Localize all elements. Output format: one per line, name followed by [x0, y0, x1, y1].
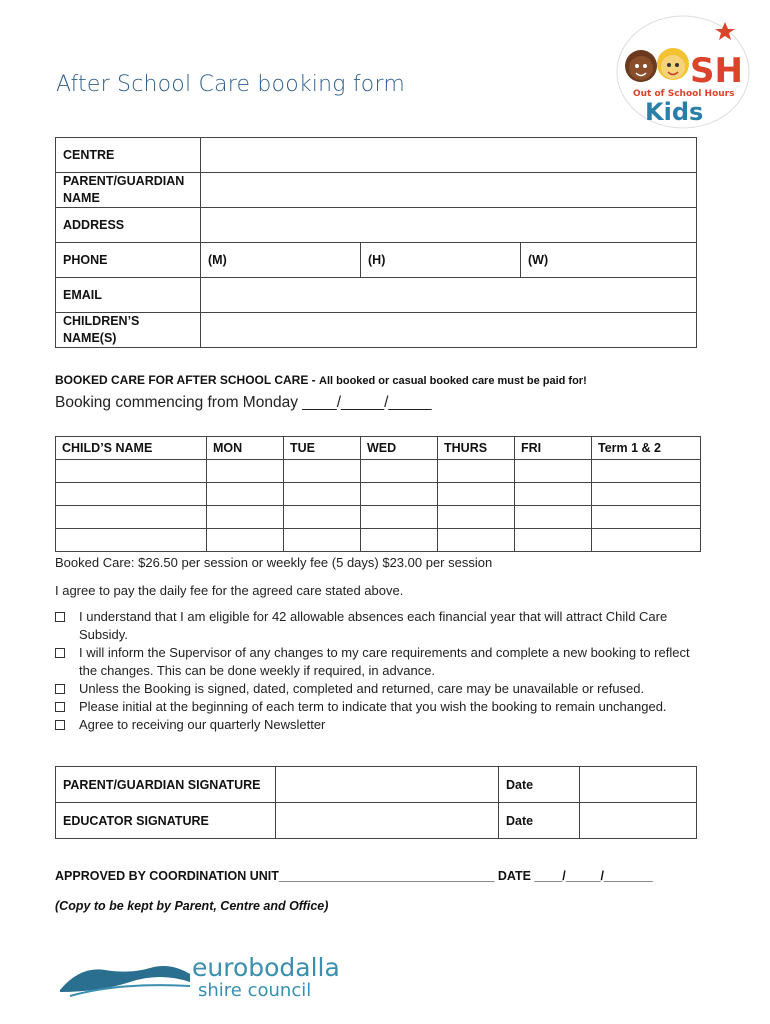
care-cell[interactable]	[361, 506, 438, 529]
col-header-term: Term 1 & 2	[592, 437, 701, 460]
council-name-line1: eurobodalla	[192, 953, 340, 982]
educator-signature-row	[56, 803, 697, 839]
care-cell[interactable]	[515, 529, 592, 552]
approval-line: APPROVED BY COORDINATION UNIT_______________________________ DATE ____/_____/_______	[55, 869, 653, 883]
copy-note: (Copy to be kept by Parent, Centre and Office)	[55, 899, 329, 913]
logo-kids-text: Kids	[645, 98, 704, 126]
care-row	[56, 529, 701, 552]
care-cell[interactable]	[515, 483, 592, 506]
care-row	[56, 483, 701, 506]
care-cell[interactable]	[56, 483, 207, 506]
care-row	[56, 460, 701, 483]
care-cell[interactable]	[438, 483, 515, 506]
term-item	[55, 680, 705, 698]
care-cell[interactable]	[361, 483, 438, 506]
care-cell[interactable]	[592, 529, 701, 552]
term-text: I will inform the Supervisor of any changes to my care requirements and complete a new booking to reflect the changes. This can be done weekly if required, in advance.	[79, 645, 690, 678]
parent-field[interactable]	[201, 173, 697, 208]
parent-signature-field[interactable]	[276, 767, 499, 803]
col-header-child: CHILD’S NAME	[56, 437, 207, 460]
care-cell[interactable]	[592, 506, 701, 529]
educator-signature-field[interactable]	[276, 803, 499, 839]
logo-sub-text: Out of School Hours	[633, 89, 735, 99]
care-cell[interactable]	[515, 506, 592, 529]
details-table	[55, 137, 697, 348]
care-cell[interactable]	[207, 529, 284, 552]
care-cell[interactable]	[207, 460, 284, 483]
care-cell[interactable]	[207, 483, 284, 506]
parent-label-line2: NAME	[63, 191, 100, 205]
care-cell[interactable]	[361, 460, 438, 483]
checkbox-icon[interactable]	[55, 612, 65, 622]
address-row	[56, 208, 697, 243]
children-label-line2: NAME(S)	[63, 331, 117, 345]
col-header-fri: FRI	[515, 437, 592, 460]
care-cell[interactable]	[56, 460, 207, 483]
care-cell[interactable]	[56, 529, 207, 552]
care-cell[interactable]	[284, 529, 361, 552]
care-cell[interactable]	[284, 460, 361, 483]
booked-dash: -	[308, 373, 320, 387]
col-header-wed: WED	[361, 437, 438, 460]
care-cell[interactable]	[56, 506, 207, 529]
care-cell[interactable]	[438, 506, 515, 529]
parent-label	[56, 173, 201, 208]
term-text: Please initial at the beginning of each term to indicate that you wish the booking to remain unchanged.	[79, 699, 667, 714]
checkbox-icon[interactable]	[55, 648, 65, 658]
educator-signature-label: EDUCATOR SIGNATURE	[56, 803, 276, 839]
parent-date-field[interactable]	[580, 767, 697, 803]
phone-home-field[interactable]: (H)	[361, 243, 521, 278]
care-cell[interactable]	[592, 483, 701, 506]
parent-date-label: Date	[499, 767, 580, 803]
booking-commencing: Booking commencing from Monday ____/_____/_____	[55, 394, 432, 411]
centre-label: CENTRE	[56, 138, 201, 173]
educator-date-label: Date	[499, 803, 580, 839]
parent-signature-label: PARENT/GUARDIAN SIGNATURE	[56, 767, 276, 803]
care-cell[interactable]	[284, 483, 361, 506]
booked-care-fees: Booked Care: $26.50 per session or weekly fee (5 days) $23.00 per session	[55, 555, 493, 570]
term-item	[55, 608, 705, 644]
children-row	[56, 313, 697, 348]
educator-date-field[interactable]	[580, 803, 697, 839]
parent-signature-row	[56, 767, 697, 803]
email-label: EMAIL	[56, 278, 201, 313]
form-title: After School Care booking form	[56, 72, 405, 97]
care-cell[interactable]	[207, 506, 284, 529]
care-cell[interactable]	[515, 460, 592, 483]
booked-care-heading	[55, 373, 587, 387]
email-row	[56, 278, 697, 313]
centre-field[interactable]	[201, 138, 697, 173]
care-cell[interactable]	[592, 460, 701, 483]
care-cell[interactable]	[361, 529, 438, 552]
terms-list	[55, 608, 705, 734]
logo-osh-text: SH	[690, 51, 743, 91]
phone-mobile-field[interactable]: (M)	[201, 243, 361, 278]
children-label-line1: CHILDREN’S	[63, 314, 140, 328]
checkbox-icon[interactable]	[55, 720, 65, 730]
council-name-line2: shire council	[198, 980, 312, 1001]
signature-table	[55, 766, 697, 839]
care-cell[interactable]	[438, 529, 515, 552]
parent-label-line1: PARENT/GUARDIAN	[63, 174, 185, 188]
checkbox-icon[interactable]	[55, 684, 65, 694]
booked-note: All booked or casual booked care must be paid for!	[319, 375, 587, 387]
term-text: I understand that I am eligible for 42 allowable absences each financial year that will attract Child Care Subsidy.	[79, 609, 668, 642]
term-item	[55, 644, 705, 680]
term-item	[55, 698, 705, 716]
children-label	[56, 313, 201, 348]
care-header-row	[56, 437, 701, 460]
address-label: ADDRESS	[56, 208, 201, 243]
email-field[interactable]	[201, 278, 697, 313]
checkbox-icon[interactable]	[55, 702, 65, 712]
osh-kids-logo	[615, 14, 751, 130]
parent-row	[56, 173, 697, 208]
booked-heading-text: BOOKED CARE FOR AFTER SCHOOL CARE	[55, 373, 309, 387]
care-cell[interactable]	[284, 506, 361, 529]
phone-row	[56, 243, 697, 278]
col-header-mon: MON	[207, 437, 284, 460]
phone-work-field[interactable]: (W)	[521, 243, 697, 278]
term-text: Unless the Booking is signed, dated, completed and returned, care may be unavailable or refused.	[79, 681, 645, 696]
care-cell[interactable]	[438, 460, 515, 483]
care-table	[55, 436, 701, 552]
children-field[interactable]	[201, 313, 697, 348]
agree-statement: I agree to pay the daily fee for the agreed care stated above.	[55, 583, 404, 598]
care-row	[56, 506, 701, 529]
centre-row	[56, 138, 697, 173]
council-logo	[60, 952, 360, 1002]
col-header-tue: TUE	[284, 437, 361, 460]
phone-label: PHONE	[56, 243, 201, 278]
term-text: Agree to receiving our quarterly Newsletter	[79, 717, 326, 732]
term-item	[55, 716, 705, 734]
col-header-thurs: THURS	[438, 437, 515, 460]
address-field[interactable]	[201, 208, 697, 243]
